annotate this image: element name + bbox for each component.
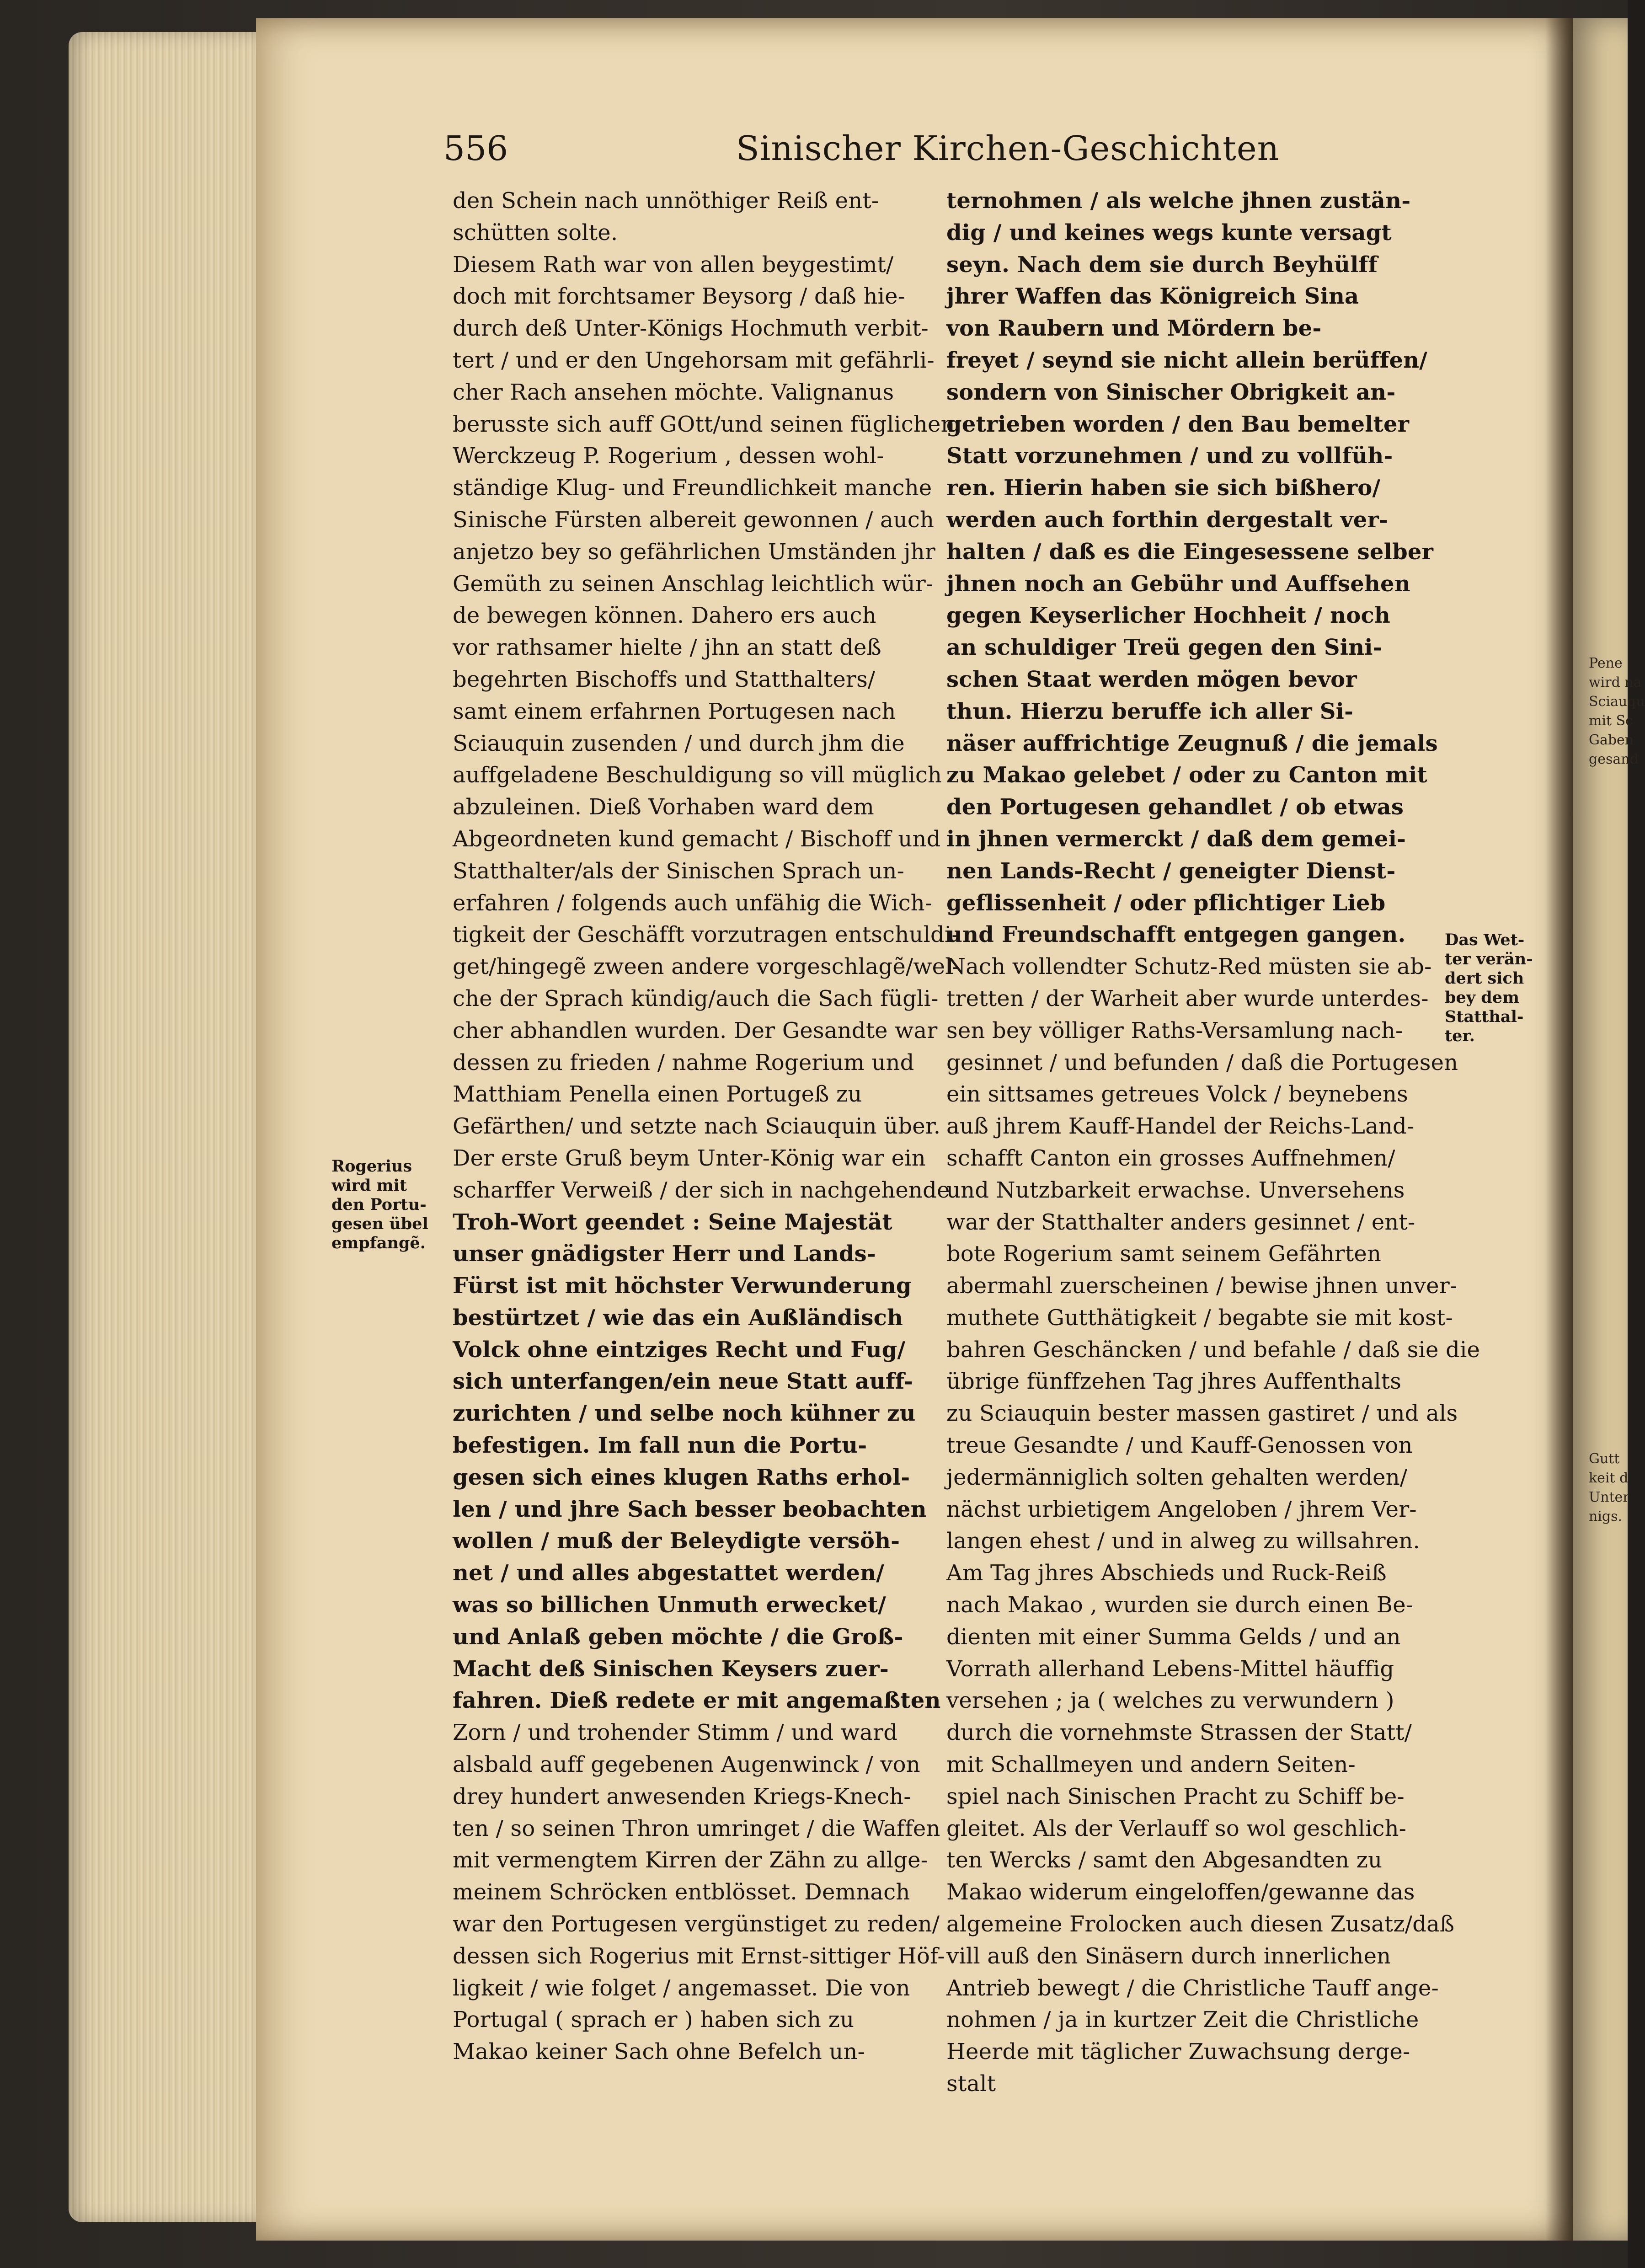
- text-line: und Freundschafft entgegen gangen.: [946, 922, 1406, 948]
- next-page-margin-note-1: [1589, 654, 1645, 769]
- margin-note-line: ter.: [1445, 1027, 1475, 1045]
- margin-note-line: gesand: [1589, 751, 1639, 767]
- text-line: meinem Schröcken entblösset. Demnach: [453, 1879, 910, 1905]
- text-line: erfahren / folgends auch unfähig die Wich-: [453, 890, 933, 916]
- text-line: tigkeit der Geschäfft vorzutragen entschuldi-: [453, 922, 959, 948]
- text-line: bahren Geschäncken / und befahle / daß sie die: [946, 1337, 1480, 1363]
- text-line: ligkeit / wie folget / angemasset. Die von: [453, 1975, 910, 2001]
- text-line: spiel nach Sinischen Pracht zu Schiff be-: [946, 1783, 1405, 1809]
- text-line: Gemüth zu seinen Anschlag leichtlich wür-: [453, 571, 934, 597]
- text-line: ternohmen / als welche jhnen zustän-: [946, 188, 1411, 214]
- text-line: gleitet. Als der Verlauff so wol geschlich-: [946, 1815, 1407, 1841]
- text-line: Sciauquin zusenden / und durch jhm die: [453, 730, 905, 756]
- text-line: treue Gesandte / und Kauff-Genossen von: [946, 1433, 1413, 1459]
- book-page-edges: [69, 32, 261, 2222]
- text-line: Heerde mit täglicher Zuwachsung derge-: [946, 2039, 1410, 2065]
- text-line: get/hingegẽ zween andere vorgeschlagẽ/wel-: [453, 954, 960, 980]
- text-line: Troh-Wort geendet : Seine Majestät: [453, 1209, 892, 1235]
- text-line: Der erste Gruß beym Unter-König war ein: [453, 1145, 926, 1171]
- text-line: Werckzeug P. Rogerium , dessen wohl-: [453, 443, 884, 469]
- text-line: dessen sich Rogerius mit Ernst-sittiger Höf-: [453, 1943, 945, 1969]
- text-line: nohmen / ja in kurtzer Zeit die Christliche: [946, 2007, 1419, 2033]
- text-line: abzuleinen. Dieß Vorhaben ward dem: [453, 794, 874, 820]
- text-line: Zorn / und trohender Stimm / und ward: [453, 1720, 898, 1746]
- text-line: Matthiam Penella einen Portugeß zu: [453, 1081, 862, 1107]
- text-line: gesen sich eines klugen Raths erhol-: [453, 1464, 910, 1490]
- text-line: net / und alles abgestattet werden/: [453, 1560, 884, 1586]
- text-line: Fürst ist mit höchster Verwunderung: [453, 1273, 912, 1299]
- text-line: gesinnet / und befunden / daß die Portugesen: [946, 1049, 1458, 1075]
- text-line: war den Portugesen vergünstiget zu reden/: [453, 1911, 940, 1937]
- margin-note-line: empfangẽ.: [331, 1234, 426, 1252]
- text-line: cher abhandlen wurden. Der Gesandte war: [453, 1017, 938, 1043]
- text-line: durch die vornehmste Strassen der Statt/: [946, 1720, 1412, 1746]
- text-line: dig / und keines wegs kunte versagt: [946, 219, 1392, 246]
- text-line: werden auch forthin dergestalt ver-: [946, 507, 1389, 533]
- margin-note-line: Statthal-: [1445, 1007, 1524, 1026]
- text-line: alsbald auff gegebenen Augenwinck / von: [453, 1752, 920, 1778]
- margin-note-line: mit Sc: [1589, 713, 1633, 729]
- margin-note-right: [1445, 931, 1564, 1046]
- text-line: tert / und er den Ungehorsam mit gefährli-: [453, 347, 935, 373]
- margin-note-left: [331, 1157, 443, 1253]
- text-line: freyet / seynd sie nicht allein berüffen/: [946, 347, 1428, 373]
- text-line: ten Wercks / samt den Abgesandten zu: [946, 1847, 1383, 1873]
- text-line: dienten mit einer Summa Gelds / und an: [946, 1624, 1401, 1650]
- text-line: jhrer Waffen das Königreich Sina: [946, 284, 1359, 310]
- text-line: Portugal ( sprach er ) haben sich zu: [453, 2007, 855, 2033]
- text-line: von Raubern und Mördern be-: [946, 316, 1322, 342]
- text-line: zu Makao gelebet / oder zu Canton mit: [946, 762, 1427, 788]
- margin-note-line: bey dem: [1445, 988, 1520, 1007]
- text-line: stalt: [946, 2071, 996, 2097]
- text-line: Statt vorzunehmen / und zu vollfüh-: [946, 443, 1393, 469]
- text-line: vor rathsamer hielte / jhn an statt deß: [453, 635, 881, 661]
- text-line: jedermänniglich solten gehalten werden/: [946, 1464, 1408, 1490]
- margin-note-line: Unter: [1589, 1489, 1629, 1505]
- text-line: bote Rogerium samt seinem Gefährten: [946, 1241, 1382, 1267]
- text-line: doch mit forchtsamer Beysorg / daß hie-: [453, 284, 906, 310]
- text-line: und Anlaß geben möchte / die Groß-: [453, 1624, 903, 1650]
- text-line: Vorrath allerhand Lebens-Mittel häuffig: [946, 1656, 1394, 1682]
- margin-note-line: Pene: [1589, 655, 1623, 671]
- text-line: sen bey völliger Raths-Versamlung nach-: [946, 1017, 1403, 1043]
- text-line: nach Makao , wurden sie durch einen Be-: [946, 1592, 1414, 1618]
- text-line: geflissenheit / oder pflichtiger Lieb: [946, 890, 1386, 916]
- text-line: in jhnen vermerckt / daß dem gemei-: [946, 826, 1406, 852]
- text-line: de bewegen können. Dahero ers auch: [453, 603, 876, 629]
- text-line: muthete Gutthätigkeit / begabte sie mit kost-: [946, 1305, 1453, 1331]
- text-line: Makao widerum eingeloffen/gewanne das: [946, 1879, 1415, 1905]
- text-line: thun. Hierzu beruffe ich aller Si-: [946, 698, 1354, 724]
- text-line: durch deß Unter-Königs Hochmuth verbit-: [453, 316, 929, 342]
- left-text-column: [453, 185, 960, 2068]
- text-line: algemeine Frolocken auch diesen Zusatz/daß: [946, 1911, 1455, 1937]
- text-line: ren. Hierin haben sie sich bißhero/: [946, 475, 1381, 501]
- text-line: zurichten / und selbe noch kühner zu: [453, 1401, 916, 1427]
- margin-note-line: Das Wet-: [1445, 931, 1525, 949]
- text-line: bestürtzet / wie das ein Außländisch: [453, 1305, 903, 1331]
- text-line: Sinische Fürsten albereit gewonnen / auch: [453, 507, 935, 533]
- next-page-edge: [1573, 18, 1645, 2241]
- text-line: len / und jhre Sach besser beobachten: [453, 1496, 927, 1522]
- margin-note-line: Gaben: [1589, 732, 1634, 748]
- page-header: [443, 126, 1431, 176]
- text-line: unser gnädigster Herr und Lands-: [453, 1241, 876, 1267]
- text-line: getrieben worden / den Bau bemelter: [946, 411, 1410, 437]
- text-line: vill auß den Sinäsern durch innerlichen: [946, 1943, 1391, 1969]
- text-line: schafft Canton ein grosses Auffnehmen/: [946, 1145, 1395, 1171]
- margin-note-line: Gutt: [1589, 1451, 1620, 1467]
- text-line: wollen / muß der Beleydigte versöh-: [453, 1528, 900, 1554]
- text-line: abermahl zuerscheinen / bewise jhnen unver-: [946, 1273, 1458, 1299]
- page-number: 556: [443, 129, 508, 168]
- text-line: mit Schallmeyen und andern Seiten-: [946, 1752, 1356, 1778]
- text-line: drey hundert anwesenden Kriegs-Knech-: [453, 1783, 911, 1809]
- text-line: che der Sprach kündig/auch die Sach fügli-: [453, 985, 939, 1011]
- text-line: ein sittsames getreues Volck / beynebens: [946, 1081, 1408, 1107]
- margin-note-line: keit d: [1589, 1470, 1629, 1486]
- text-line: auffgeladene Beschuldigung so vill müglich: [453, 762, 942, 788]
- text-line: näser auffrichtige Zeugnuß / die jemals: [946, 730, 1438, 756]
- text-line: schen Staat werden mögen bevor: [946, 666, 1357, 692]
- margin-note-line: ter verän-: [1445, 950, 1533, 968]
- text-line: dessen zu frieden / nahme Rogerium und: [453, 1049, 914, 1075]
- margin-note-line: Sciauqu: [1589, 694, 1645, 710]
- text-line: samt einem erfahrnen Portugesen nach: [453, 698, 896, 724]
- text-line: Antrieb bewegt / die Christliche Tauff ange-: [946, 1975, 1439, 2001]
- text-line: war der Statthalter anders gesinnet / ent-: [946, 1209, 1415, 1235]
- text-line: schütten solte.: [453, 219, 618, 246]
- margin-note-line: gesen übel: [331, 1214, 428, 1233]
- text-line: Makao keiner Sach ohne Befelch un-: [453, 2039, 865, 2065]
- text-line: Gefärthen/ und setzte nach Sciauquin über.: [453, 1113, 941, 1139]
- text-line: fahren. Dieß redete er mit angemaßten: [453, 1688, 941, 1714]
- text-line: cher Rach ansehen möchte. Valignanus: [453, 379, 894, 405]
- right-text-column: [946, 185, 1480, 2100]
- text-line: zu Sciauquin bester massen gastiret / und als: [946, 1401, 1458, 1427]
- text-line: befestigen. Im fall nun die Portu-: [453, 1433, 867, 1459]
- text-line: begehrten Bischoffs und Statthalters/: [453, 666, 876, 692]
- text-line: auß jhrem Kauff-Handel der Reichs-Land-: [946, 1113, 1415, 1139]
- text-line: sich unterfangen/ein neue Statt auff-: [453, 1369, 913, 1395]
- text-line: Statthalter/als der Sinischen Sprach un-: [453, 858, 905, 884]
- margin-note-line: nigs.: [1589, 1508, 1623, 1524]
- text-line: seyn. Nach dem sie durch Beyhülff: [946, 251, 1378, 278]
- margin-note-line: wird na: [1589, 674, 1642, 690]
- text-line: nen Lands-Recht / geneigter Dienst-: [946, 858, 1396, 884]
- next-page-margin-note-2: [1589, 1450, 1628, 1526]
- text-line: ten / so seinen Thron umringet / die Waffen: [453, 1815, 940, 1841]
- text-line: ständige Klug- und Freundlichkeit manche: [453, 475, 932, 501]
- text-line: scharffer Verweiß / der sich in nachgehende: [453, 1177, 950, 1203]
- margin-note-line: den Portu-: [331, 1195, 427, 1214]
- text-line: Macht deß Sinischen Keysers zuer-: [453, 1656, 889, 1682]
- text-line: Diesem Rath war von allen beygestimt/: [453, 251, 894, 278]
- text-line: gegen Keyserlicher Hochheit / noch: [946, 603, 1391, 629]
- text-line: den Portugesen gehandlet / ob etwas: [946, 794, 1404, 820]
- margin-note-line: Rogerius: [331, 1157, 412, 1176]
- margin-note-line: wird mit: [331, 1176, 407, 1195]
- text-line: Am Tag jhres Abschieds und Ruck-Reiß: [946, 1560, 1387, 1586]
- text-line: Nach vollendter Schutz-Red müsten sie ab-: [946, 954, 1432, 980]
- text-line: anjetzo bey so gefährlichen Umständen jhr: [453, 539, 935, 565]
- text-line: jhnen noch an Gebühr und Auffsehen: [946, 571, 1410, 597]
- text-line: tretten / der Warheit aber wurde unterdes-: [946, 985, 1429, 1011]
- text-line: sondern von Sinischer Obrigkeit an-: [946, 379, 1396, 405]
- text-line: nächst urbietigem Angeloben / jhrem Ver-: [946, 1496, 1417, 1522]
- text-line: und Nutzbarkeit erwachse. Unversehens: [946, 1177, 1405, 1203]
- text-line: versehen ; ja ( welches zu verwundern ): [946, 1688, 1394, 1714]
- text-line: Abgeordneten kund gemacht / Bischoff und: [453, 826, 941, 852]
- text-line: Volck ohne eintziges Recht und Fug/: [453, 1337, 906, 1363]
- text-line: den Schein nach unnöthiger Reiß ent-: [453, 188, 879, 214]
- margin-note-line: dert sich: [1445, 969, 1524, 988]
- text-line: übrige fünffzehen Tag jhres Auffenthalts: [946, 1369, 1402, 1395]
- text-line: halten / daß es die Eingesessene selber: [946, 539, 1434, 565]
- text-line: langen ehest / und in alweg zu willsahren.: [946, 1528, 1420, 1554]
- running-title: Sinischer Kirchen-Geschichten: [736, 129, 1280, 168]
- text-line: berusste sich auff GOtt/und seinen füglichen: [453, 411, 955, 437]
- text-line: an schuldiger Treü gegen den Sini-: [946, 635, 1382, 661]
- text-line: was so billichen Unmuth erwecket/: [453, 1592, 886, 1618]
- text-line: mit vermengtem Kirren der Zähn zu allge-: [453, 1847, 929, 1873]
